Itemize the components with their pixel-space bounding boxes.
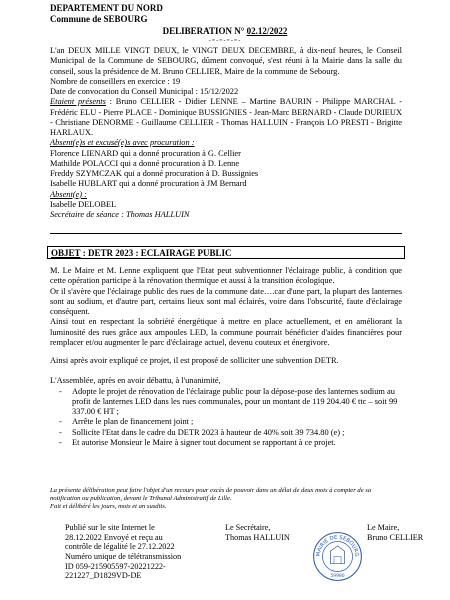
object-label: OBJET <box>51 247 81 258</box>
proxy-item: Isabelle HUBLART qui a donné procuration à JM Bernard <box>50 179 247 189</box>
proxy-label: Absent(e)s et excusé(e)s avec procuration : <box>50 138 195 148</box>
publication-info: Publié sur le site Internet le 28.12.2022 Envoyé et reçu au contrôle de légalité le 27.12.2022 Numéro unique de télétransmission ID 059-215905597-20221222-221227_D1829VD-DE <box>65 523 182 581</box>
meeting-body <box>50 46 402 220</box>
absent-label: Absent(e) : <box>50 189 87 199</box>
decision-item: - Adopte le projet de rénovation de l'éclairage public pour la dépose-pose des lanternes sodium au profit de lanternes LED dans les rues communales, pour un montant de 119 204.40 € ttc – soit 99 337.00 € HT ; <box>72 387 402 418</box>
department-heading: DEPARTEMENT DU NORD <box>50 3 163 13</box>
decision-item: - Arrête le plan de financement joint ; <box>72 417 402 427</box>
proxy-item: Florence LIENARD qui a donné procuration à G. Cellier <box>50 148 241 158</box>
assembly-statement: L'Assemblée, après en avoir débattu, à l'unanimité, <box>50 376 221 386</box>
councillors-count: Nombre de conseillers en exercice : 19 <box>50 76 181 86</box>
content-paragraph: Ainsi après avoir expliqué ce projet, il est proposé de solliciter une subvention DETR. <box>50 356 339 365</box>
mayor-name: Bruno CELLIER <box>367 532 424 542</box>
convocation-date: Date de convocation du Conseil Municipal : 15/12/2022 <box>50 87 239 96</box>
secretary-title: Le Secrétaire, <box>225 523 271 532</box>
commune-heading: Commune de SEBOURG <box>50 14 148 24</box>
session-secretary: Secrétaire de séance : Thomas HALLUIN <box>50 210 190 219</box>
deliberation-title <box>0 26 450 37</box>
deliberation-label: DELIBERATION N° <box>162 26 245 36</box>
decision-list <box>50 387 402 449</box>
mayor-signature-block <box>367 523 423 542</box>
secretary-name: Thomas HALLUIN <box>225 532 290 542</box>
mayor-title: Le Maire, <box>367 523 400 532</box>
stamp-text: MAIRIE DE SEBOURG <box>315 534 360 557</box>
secretary-signature-block <box>225 523 290 542</box>
content-paragraph: Or il s'avère que l'éclairage public des rues de la commune date….car d'une part, la plupart des lanternes sont au sodium, et d'autre part, certains lieux sont mal éclairés, voire dans l'obscurité, faute d'éclairage conséquent. <box>50 286 402 316</box>
stamp-code: 59990 <box>330 573 345 579</box>
separator: -=-=-=-=- <box>208 38 242 44</box>
object-title: : DETR 2023 : ECLAIRAGE PUBLIC <box>80 247 232 258</box>
mairie-stamp <box>311 530 364 583</box>
content-paragraph: M. Le Maire et M. Lenne expliquent que l'Etat peut subventionner l'éclairage public, à condition que cette opération participe à la rénovation thermique et aussi à la transition écologique. <box>50 266 402 286</box>
absent-names: Isabelle DELOBEL <box>50 199 117 209</box>
content-paragraph: Ainsi tout en respectant la sobriété énergétique à mettre en place actuellement, et en améliorant la luminosité des rues grâce aux ampoules LED, la commune pourrait bénéficier d'aides financières pour remplacer et/ou augmenter le parc d'éclairage actuel, devenu couteux et énergivore. <box>50 317 402 347</box>
closing-formula: Fait et délibéré les jours, mois et an susdits. <box>50 502 167 510</box>
divider <box>50 233 402 234</box>
proxy-item: Mathilde POLACCI qui a donné procuration à D. Lenne <box>50 158 240 168</box>
decision-item: - Sollicite l'Etat dans le cadre du DETR 2023 à hauteur de 40% soit 39 734.80 (e) ; <box>72 428 402 438</box>
decision-item: - Et autorise Monsieur le Maire à signer tout document se rapportant à ce projet. <box>72 438 402 448</box>
present-names: : Bruno CELLIER - Didier LENNE – Martine BAURIN - Philippe MARCHAL - Frédéric ELU - Pierre PLACE - Dominique BUSSIGNIES - Jean-Marc BERNARD - Claude DURIEUX - Christiane DENORME - Guillaume CELLIER - Thomas HALLUIN - François LO PRESTI - Brigitte HARLAUX. <box>50 97 402 137</box>
present-paragraph <box>50 97 402 138</box>
legal-notice <box>50 487 402 511</box>
present-label: Etaient présents <box>50 97 106 107</box>
appeal-notice: La présente délibération peut faire l'objet d'un recours pour excès de pouvoir dans un délai de deux mois à compter de sa notification ou publication, devant le Tribunal Administratif de Lille. <box>50 487 372 502</box>
proxy-item: Freddy SZYMCZAK qui a donné procuration à D. Bussignies <box>50 169 259 178</box>
object-box <box>47 246 405 259</box>
deliberation-number: 02.12/2022 <box>246 26 288 36</box>
intro-paragraph: L'an DEUX MILLE VINGT DEUX, le VINGT DEUX DECEMBRE, à dix-neuf heures, le Conseil Municipal de la Commune de SEBOURG, dûment convoqué, s'est réuni à la Mairie dans la salle du conseil, sous la présidence de M. Bruno CELLIER, Maire de la commune de Sebourg. <box>50 46 402 76</box>
deliberation-content <box>50 266 402 448</box>
